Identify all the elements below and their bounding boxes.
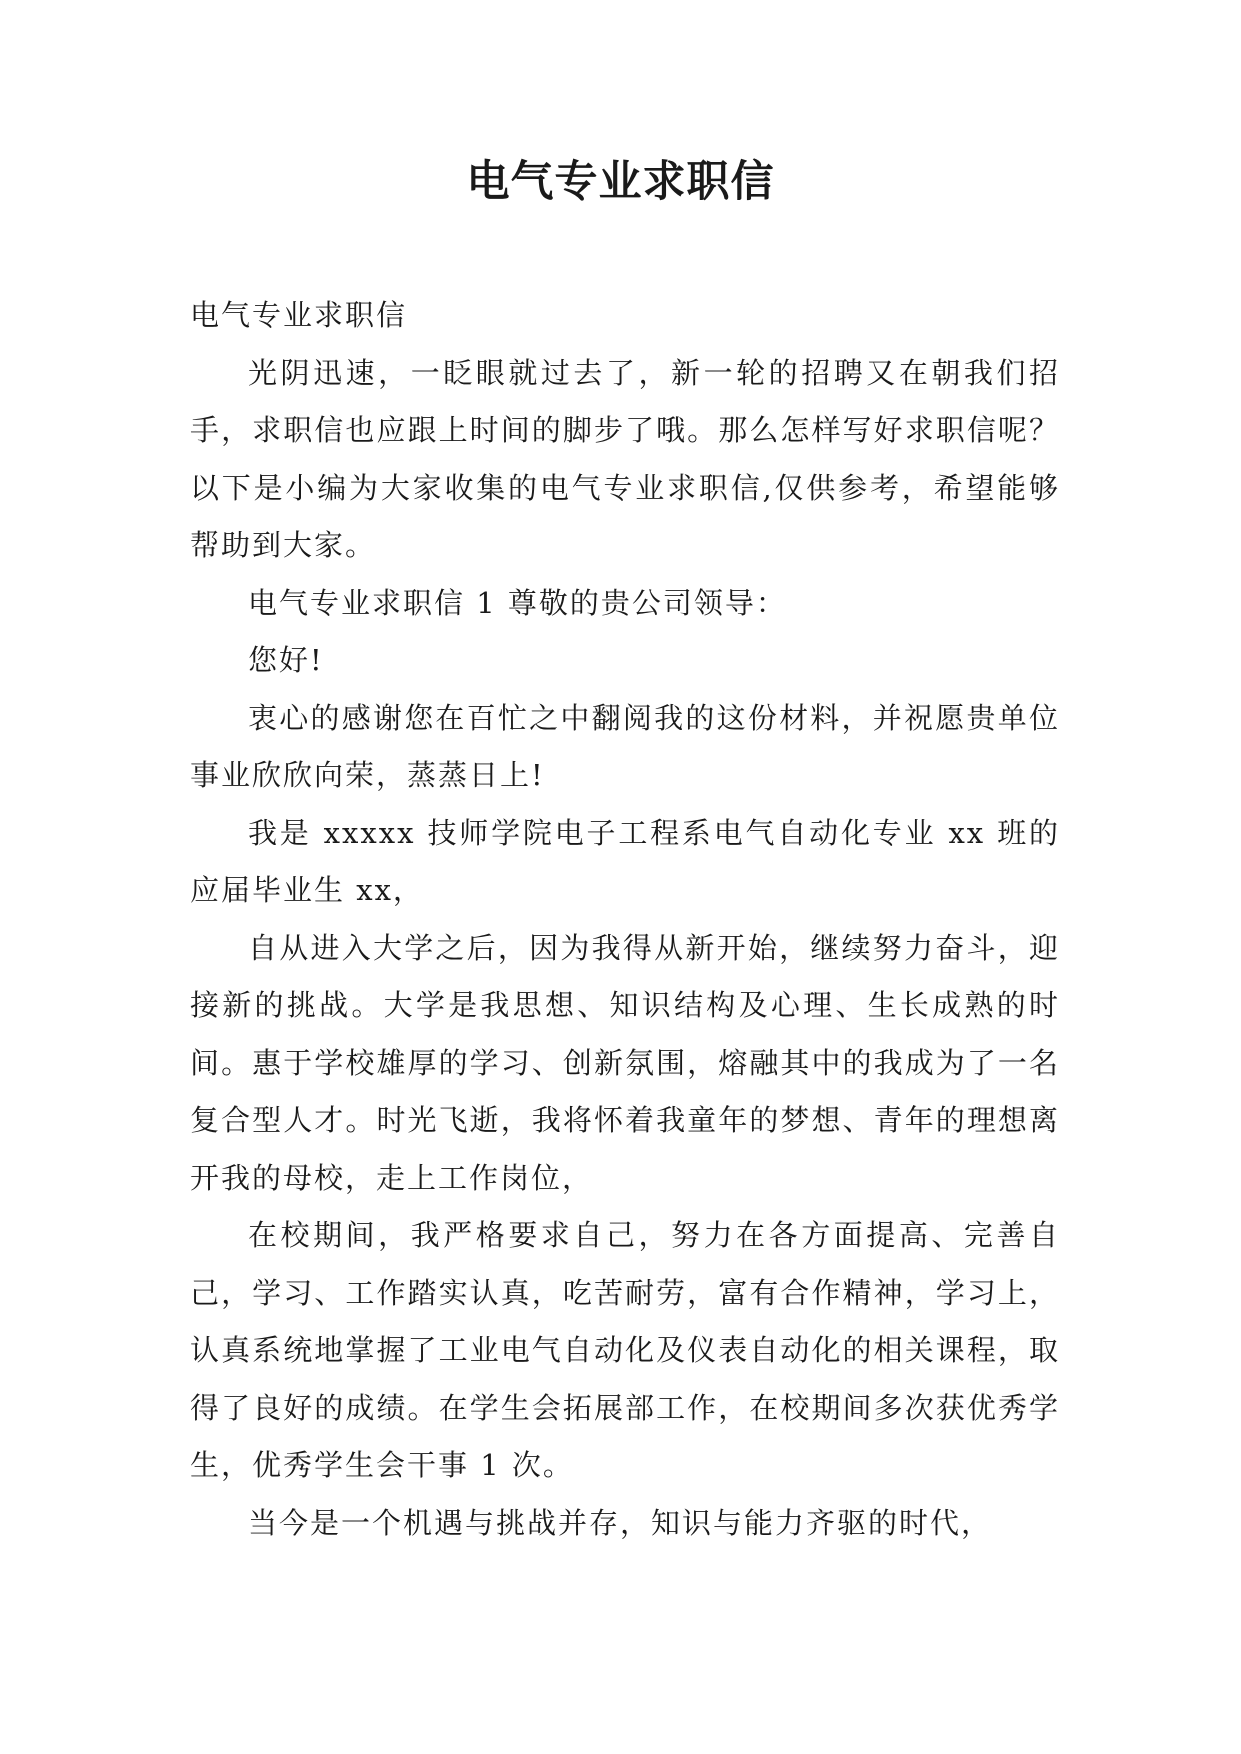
closing-paragraph: 当今是一个机遇与挑战并存，知识与能力齐驱的时代，: [248, 1505, 993, 1540]
university-paragraph: 自从进入大学之后，因为我得从新开始，继续努力奋斗，迎接新的挑战。大学是我思想、知识结构及心理、生长成熟的时间。惠于学校雄厚的学习、创新氛围，熔融其中的我成为了一名复合型人才。时光飞逝，我将怀着我童年的梦想、青年的理想离开我的母校，走上工作岗位，: [190, 930, 1060, 1195]
thanks-paragraph: 衷心的感谢您在百忙之中翻阅我的这份材料，并祝愿贵单位事业欣欣向荣，蒸蒸日上!: [190, 700, 1060, 792]
greeting: 您好!: [248, 643, 324, 677]
subtitle-line: 电气专业求职信: [190, 298, 408, 332]
letter-heading: 电气专业求职信 1 尊敬的贵公司领导：: [248, 585, 787, 620]
self-intro-paragraph: 我是 xxxxx 技师学院电子工程系电气自动化专业 xx 班的应届毕业生 xx，: [190, 815, 1060, 907]
document-body: [190, 287, 1060, 1552]
intro-paragraph: 光阴迅速，一眨眼就过去了，新一轮的招聘又在朝我们招手，求职信也应跟上时间的脚步了哦。那么怎样写好求职信呢？以下是小编为大家收集的电气专业求职信,仅供参考，希望能够帮助到大家。: [190, 355, 1060, 562]
document-title: 电气专业求职信: [466, 157, 775, 207]
school-performance-paragraph: 在校期间，我严格要求自己，努力在各方面提高、完善自己，学习、工作踏实认真，吃苦耐劳，富有合作精神，学习上，认真系统地掌握了工业电气自动化及仪表自动化的相关课程，取得了良好的成绩。在学生会拓展部工作，在校期间多次获优秀学生，优秀学生会干事 1 次。: [190, 1218, 1060, 1482]
